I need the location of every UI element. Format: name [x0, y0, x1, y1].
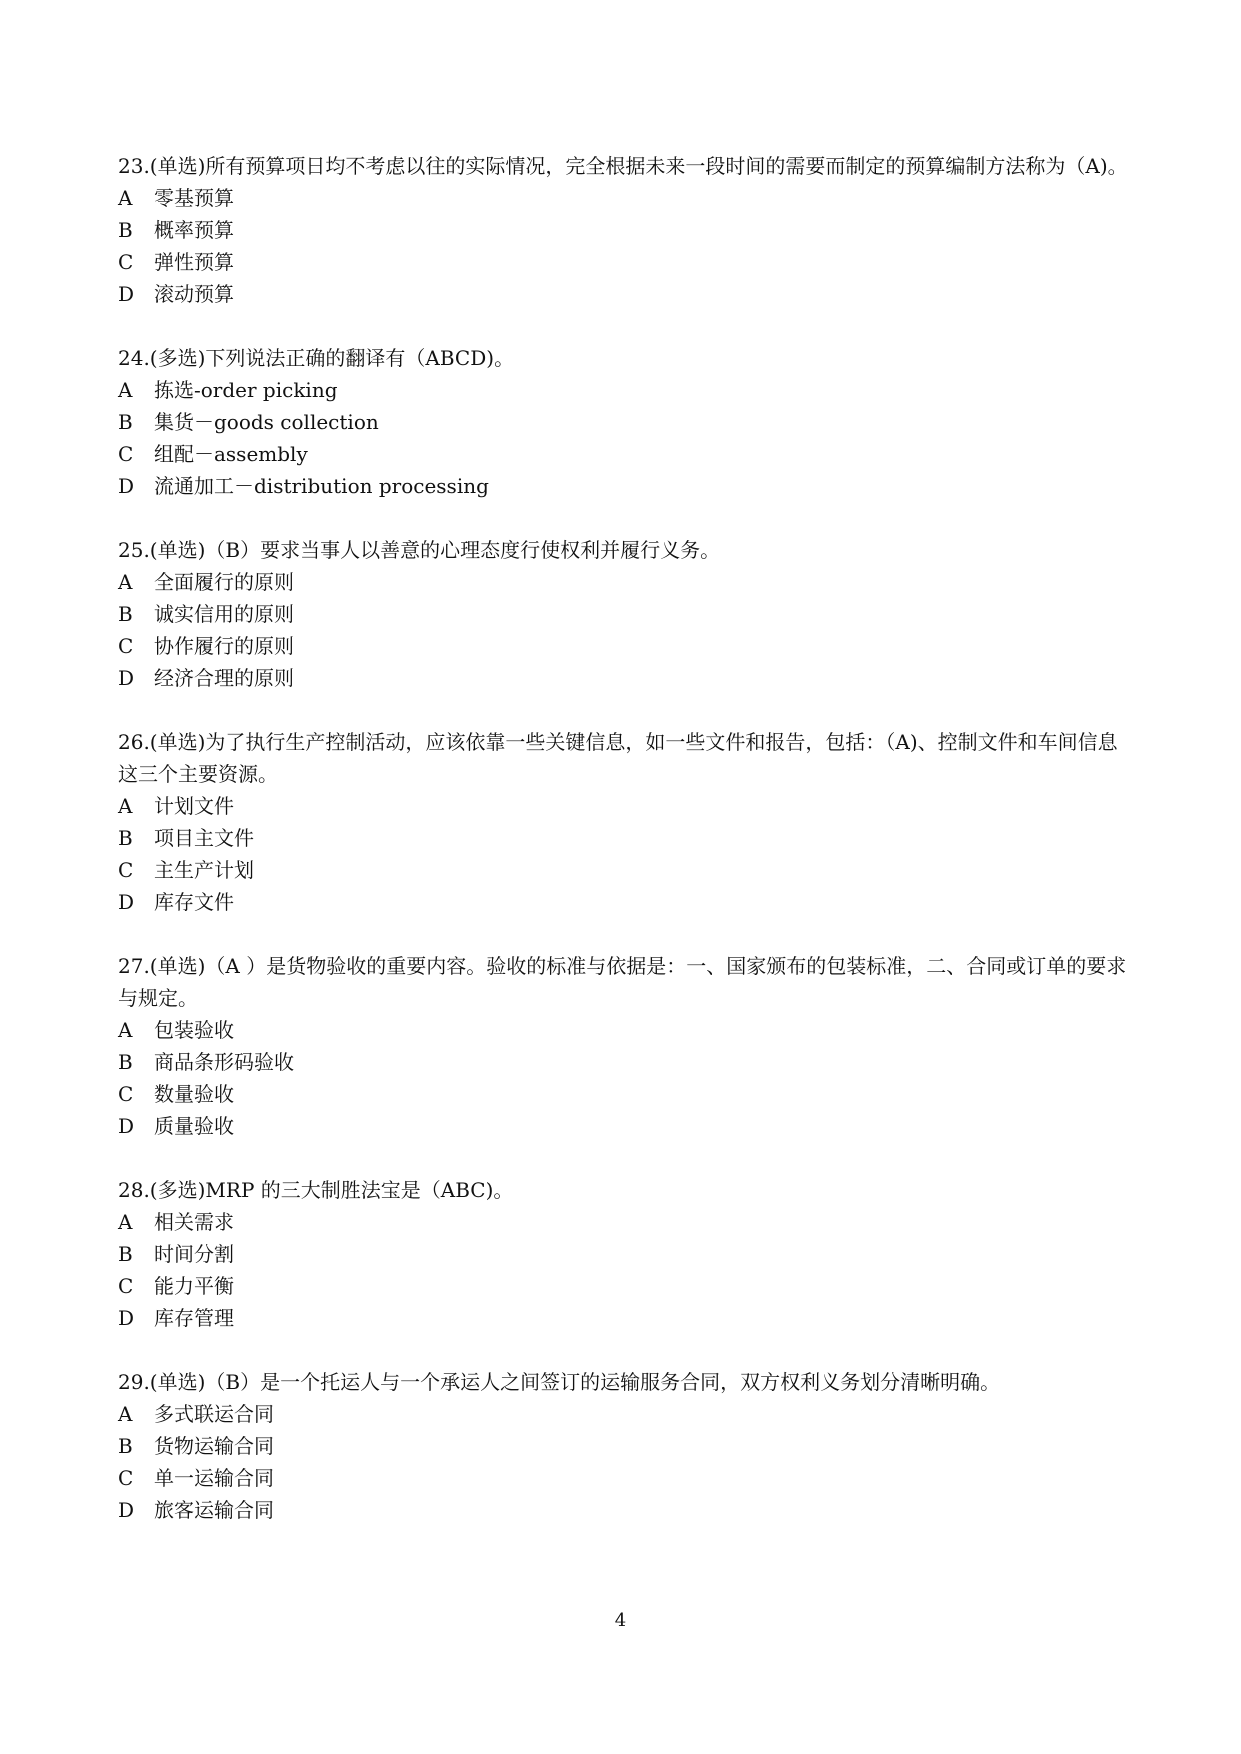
answer-option	[118, 1462, 1128, 1494]
option-letter: A	[118, 1018, 133, 1042]
option-letter: C	[118, 1466, 134, 1490]
option-text: 相关需求	[154, 1210, 234, 1234]
option-letter: D	[118, 1498, 135, 1522]
answer-option	[118, 374, 1128, 406]
answer-option	[118, 566, 1128, 598]
option-text: 全面履行的原则	[154, 570, 294, 594]
option-text: 货物运输合同	[154, 1434, 274, 1458]
question-block	[118, 726, 1128, 918]
option-text: 诚实信用的原则	[154, 602, 294, 626]
option-text: 组配－assembly	[154, 442, 308, 466]
question-block	[118, 342, 1128, 502]
answer-option	[118, 278, 1128, 310]
question-stem: 25.(单选)（B）要求当事人以善意的心理态度行使权利并履行义务。	[118, 538, 721, 562]
answer-option	[118, 470, 1128, 502]
question-stem: 24.(多选)下列说法正确的翻译有（ABCD)。	[118, 346, 515, 370]
option-text: 协作履行的原则	[154, 634, 294, 658]
option-letter: D	[118, 282, 135, 306]
option-text: 集货－goods collection	[154, 410, 379, 434]
option-letter: C	[118, 858, 134, 882]
answer-option	[118, 438, 1128, 470]
question-block	[118, 1366, 1128, 1526]
option-letter: D	[118, 666, 135, 690]
answer-option	[118, 1238, 1128, 1270]
option-letter: D	[118, 474, 135, 498]
option-letter: A	[118, 570, 133, 594]
option-letter: C	[118, 1274, 134, 1298]
answer-option	[118, 1398, 1128, 1430]
option-text: 能力平衡	[154, 1274, 234, 1298]
answer-option	[118, 822, 1128, 854]
option-letter: C	[118, 442, 134, 466]
answer-option	[118, 214, 1128, 246]
answer-option	[118, 598, 1128, 630]
option-letter: B	[118, 1050, 133, 1074]
option-text: 项目主文件	[154, 826, 254, 850]
answer-option	[118, 854, 1128, 886]
answer-option	[118, 1430, 1128, 1462]
question-block	[118, 534, 1128, 694]
option-letter: A	[118, 1402, 133, 1426]
question-stem: 27.(单选)（A ）是货物验收的重要内容。验收的标准与依据是：一、国家颁布的包装标准，二、合同或订单的要求与规定。	[118, 954, 1127, 1010]
option-text: 流通加工－distribution processing	[154, 474, 489, 498]
question-block	[118, 1174, 1128, 1334]
option-text: 单一运输合同	[154, 1466, 274, 1490]
option-text: 多式联运合同	[154, 1402, 274, 1426]
option-letter: A	[118, 378, 133, 402]
question-stem: 28.(多选)MRP 的三大制胜法宝是（ABC)。	[118, 1178, 514, 1202]
option-text: 零基预算	[154, 186, 234, 210]
option-letter: D	[118, 890, 135, 914]
option-letter: C	[118, 634, 134, 658]
option-text: 旅客运输合同	[154, 1498, 274, 1522]
option-letter: B	[118, 410, 133, 434]
option-letter: C	[118, 250, 134, 274]
option-text: 计划文件	[154, 794, 234, 818]
answer-option	[118, 1078, 1128, 1110]
option-text: 滚动预算	[154, 282, 234, 306]
answer-option	[118, 1302, 1128, 1334]
question-stem: 29.(单选)（B）是一个托运人与一个承运人之间签订的运输服务合同，双方权利义务划分清晰明确。	[118, 1370, 1001, 1394]
option-letter: B	[118, 1434, 133, 1458]
option-text: 主生产计划	[154, 858, 254, 882]
option-letter: B	[118, 1242, 133, 1266]
answer-option	[118, 182, 1128, 214]
option-text: 概率预算	[154, 218, 234, 242]
option-text: 库存文件	[154, 890, 234, 914]
option-letter: B	[118, 218, 133, 242]
option-letter: A	[118, 794, 133, 818]
option-letter: D	[118, 1306, 135, 1330]
answer-option	[118, 1270, 1128, 1302]
option-text: 库存管理	[154, 1306, 234, 1330]
question-block	[118, 150, 1128, 310]
option-text: 弹性预算	[154, 250, 234, 274]
question-block	[118, 950, 1128, 1142]
option-letter: D	[118, 1114, 135, 1138]
option-letter: B	[118, 826, 133, 850]
option-text: 包装验收	[154, 1018, 234, 1042]
document-page	[118, 150, 1128, 1558]
option-letter: C	[118, 1082, 134, 1106]
option-text: 数量验收	[154, 1082, 234, 1106]
option-text: 拣选-order picking	[154, 378, 338, 402]
answer-option	[118, 630, 1128, 662]
option-text: 时间分割	[154, 1242, 234, 1266]
option-letter: A	[118, 1210, 133, 1234]
answer-option	[118, 1110, 1128, 1142]
answer-option	[118, 1494, 1128, 1526]
answer-option	[118, 1206, 1128, 1238]
option-letter: A	[118, 186, 133, 210]
answer-option	[118, 1046, 1128, 1078]
answer-option	[118, 1014, 1128, 1046]
answer-option	[118, 886, 1128, 918]
answer-option	[118, 790, 1128, 822]
option-text: 经济合理的原则	[154, 666, 294, 690]
option-text: 商品条形码验收	[154, 1050, 294, 1074]
answer-option	[118, 406, 1128, 438]
option-text: 质量验收	[154, 1114, 234, 1138]
question-stem: 26.(单选)为了执行生产控制活动，应该依靠一些关键信息，如一些文件和报告，包括：（A)、控制文件和车间信息这三个主要资源。	[118, 730, 1118, 786]
answer-option	[118, 662, 1128, 694]
question-stem: 23.(单选)所有预算项日均不考虑以往的实际情况，完全根据未来一段时间的需要而制定的预算编制方法称为（A)。	[118, 154, 1128, 178]
page-number: 4	[614, 1610, 627, 1631]
answer-option	[118, 246, 1128, 278]
option-letter: B	[118, 602, 133, 626]
